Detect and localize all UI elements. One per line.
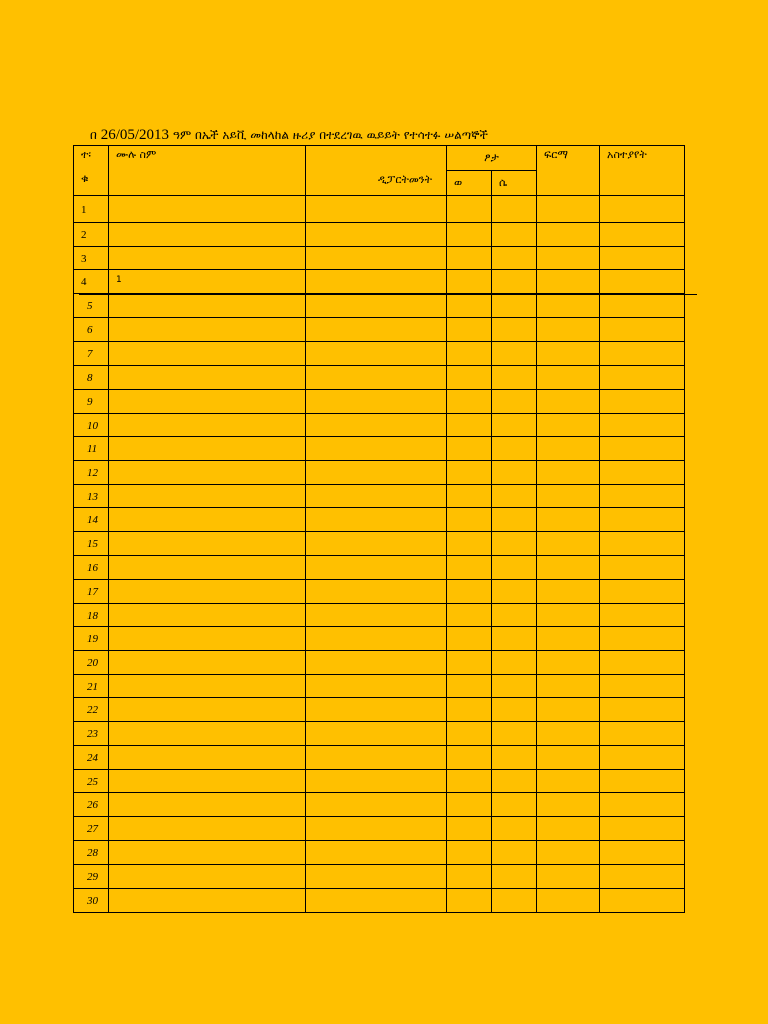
full-name-cell[interactable] [109,698,306,722]
full-name-cell[interactable] [109,223,306,247]
female-cell[interactable] [492,770,537,793]
male-cell[interactable] [447,390,492,414]
remark-cell[interactable] [600,318,685,342]
department-cell[interactable] [306,318,447,342]
signature-cell[interactable] [537,604,600,627]
male-cell[interactable] [447,841,492,865]
row-number: 14 [87,514,98,526]
department-cell[interactable] [306,627,447,651]
table-row [74,223,685,247]
row-number: 7 [87,348,93,360]
male-cell[interactable] [447,651,492,675]
full-name-cell[interactable] [109,556,306,580]
male-cell[interactable] [447,627,492,651]
female-cell[interactable] [492,366,537,390]
full-name-cell[interactable] [109,627,306,651]
table-row [74,508,685,532]
department-cell[interactable] [306,270,447,294]
remark-cell[interactable] [600,865,685,889]
full-name-cell[interactable] [109,437,306,461]
row-number: 30 [87,895,98,907]
remark-cell[interactable] [600,270,685,294]
department-cell[interactable] [306,746,447,770]
remark-cell[interactable] [600,247,685,270]
female-cell[interactable] [492,627,537,651]
signature-cell[interactable] [537,770,600,793]
male-cell[interactable] [447,532,492,556]
male-cell[interactable] [447,698,492,722]
signature-cell[interactable] [537,366,600,390]
remark-cell[interactable] [600,508,685,532]
signature-cell[interactable] [537,318,600,342]
department-cell[interactable] [306,817,447,841]
row-number-cell [74,746,109,770]
signature-cell[interactable] [537,627,600,651]
table-row [74,889,685,913]
department-cell[interactable] [306,841,447,865]
table-row [74,342,685,366]
remark-cell[interactable] [600,722,685,746]
signature-cell[interactable] [537,793,600,817]
row-number-cell [74,223,109,247]
signature-cell[interactable] [537,196,600,223]
remark-cell[interactable] [600,580,685,604]
table-row [74,627,685,651]
row-number: 5 [87,300,93,312]
signature-cell[interactable] [537,485,600,508]
female-cell[interactable] [492,532,537,556]
table-row [74,318,685,342]
signature-cell[interactable] [537,841,600,865]
row-number: 27 [87,823,98,835]
remark-cell[interactable] [600,390,685,414]
row-number: 4 [81,276,87,288]
department-cell[interactable] [306,196,447,223]
table-row [74,485,685,508]
row-number-cell [74,437,109,461]
title-prefix: በ [90,128,97,142]
signature-cell[interactable] [537,722,600,746]
header-female: ሴ [492,171,537,196]
department-cell[interactable] [306,651,447,675]
remark-cell[interactable] [600,223,685,247]
row-number: 26 [87,799,98,811]
header-number-line1: ተ፡ [81,148,92,161]
full-name-cell[interactable] [109,841,306,865]
signature-cell[interactable] [537,698,600,722]
table-row [74,865,685,889]
male-cell[interactable] [447,223,492,247]
female-cell[interactable] [492,675,537,698]
row-number: 6 [87,324,93,336]
male-cell[interactable] [447,722,492,746]
signature-cell[interactable] [537,437,600,461]
signature-cell[interactable] [537,651,600,675]
row-number-cell [74,627,109,651]
table-row [74,461,685,485]
row-number: 25 [87,775,98,788]
department-cell[interactable] [306,508,447,532]
table-row [74,793,685,817]
male-cell[interactable] [447,461,492,485]
remark-cell[interactable] [600,414,685,437]
full-name-cell[interactable] [109,817,306,841]
full-name-cell[interactable] [109,746,306,770]
header-department-label: ዲፓርትመንት [377,173,432,186]
table-row [74,196,685,223]
male-cell[interactable] [447,414,492,437]
full-name-cell[interactable] [109,793,306,817]
female-cell[interactable] [492,722,537,746]
row-number: 20 [87,657,98,669]
department-cell[interactable] [306,865,447,889]
remark-cell[interactable] [600,841,685,865]
signature-cell[interactable] [537,556,600,580]
female-cell[interactable] [492,556,537,580]
male-cell[interactable] [447,294,492,318]
row-number-cell [74,532,109,556]
department-cell[interactable] [306,770,447,793]
male-cell[interactable] [447,580,492,604]
row-number-cell [74,342,109,366]
header-row-top [74,146,685,171]
remark-cell[interactable] [600,196,685,223]
table-row [74,770,685,793]
remark-cell[interactable] [600,366,685,390]
row-number: 3 [81,252,87,265]
signature-cell[interactable] [537,390,600,414]
remark-cell[interactable] [600,651,685,675]
remark-cell[interactable] [600,746,685,770]
table-row [74,746,685,770]
female-cell[interactable] [492,223,537,247]
header-remark: አስተያየት [600,146,685,196]
remark-cell[interactable] [600,437,685,461]
full-name-cell[interactable] [109,770,306,793]
female-cell[interactable] [492,461,537,485]
signature-cell[interactable] [537,865,600,889]
remark-cell[interactable] [600,461,685,485]
row-number: 8 [87,372,93,384]
full-name-cell[interactable] [109,675,306,698]
department-cell[interactable] [306,532,447,556]
table-row [74,651,685,675]
female-cell[interactable] [492,196,537,223]
row-number-cell [74,196,109,223]
full-name-cell[interactable] [109,294,306,318]
header-number [74,146,109,196]
remark-cell[interactable] [600,627,685,651]
row-number-cell [74,366,109,390]
male-cell[interactable] [447,865,492,889]
female-cell[interactable] [492,318,537,342]
table-row [74,390,685,414]
male-cell[interactable] [447,342,492,366]
remark-cell[interactable] [600,817,685,841]
full-name-cell[interactable] [109,270,306,294]
male-cell[interactable] [447,675,492,698]
remark-cell[interactable] [600,889,685,913]
row-number-cell [74,247,109,270]
full-name-cell[interactable] [109,196,306,223]
remark-cell[interactable] [600,698,685,722]
row-number-cell [74,817,109,841]
table-row [74,437,685,461]
department-cell[interactable] [306,437,447,461]
full-name-cell[interactable] [109,318,306,342]
signature-cell[interactable] [537,746,600,770]
signature-cell[interactable] [537,342,600,366]
row-number-cell [74,604,109,627]
male-cell[interactable] [447,508,492,532]
full-name-cell[interactable] [109,366,306,390]
full-name-cell[interactable] [109,865,306,889]
row-number-cell [74,889,109,913]
table-row [74,841,685,865]
department-cell[interactable] [306,604,447,627]
table-row [74,722,685,746]
title-text: ዓም በኤች አይቪ መከላከል ዙሪያ በተደረገዉ ዉይይት የተሳተፉ ሠልጣኞች [172,128,489,142]
department-cell[interactable] [306,485,447,508]
full-name-cell[interactable] [109,722,306,746]
row-number: 23 [87,728,98,740]
department-cell[interactable] [306,722,447,746]
male-cell[interactable] [447,817,492,841]
full-name-cell[interactable] [109,532,306,556]
divider-line [79,294,697,295]
male-cell[interactable] [447,270,492,294]
female-cell[interactable] [492,817,537,841]
male-cell[interactable] [447,437,492,461]
row-number: 21 [87,680,98,693]
row-number: 22 [87,704,98,716]
signature-cell[interactable] [537,270,600,294]
department-cell[interactable] [306,889,447,913]
female-cell[interactable] [492,889,537,913]
department-cell[interactable] [306,793,447,817]
female-cell[interactable] [492,580,537,604]
male-cell[interactable] [447,247,492,270]
row-number-cell [74,651,109,675]
table-row [74,698,685,722]
signature-cell[interactable] [537,461,600,485]
department-cell[interactable] [306,698,447,722]
table-row [74,366,685,390]
row-number-cell [74,865,109,889]
header-department [306,146,447,196]
female-cell[interactable] [492,342,537,366]
row-number: 19 [87,633,98,645]
row-number: 16 [87,562,98,574]
attendance-table [73,145,685,913]
female-cell[interactable] [492,270,537,294]
header-signature: ፍርማ [537,146,600,196]
signature-cell[interactable] [537,532,600,556]
row-number-cell [74,722,109,746]
full-name-cell[interactable] [109,889,306,913]
signature-cell[interactable] [537,817,600,841]
row-number-cell [74,270,109,294]
female-cell[interactable] [492,793,537,817]
header-full-name: ሙሉ ስም [109,146,306,196]
full-name-cell[interactable] [109,485,306,508]
female-cell[interactable] [492,651,537,675]
signature-cell[interactable] [537,223,600,247]
table-row [74,532,685,556]
row-number-cell [74,841,109,865]
male-cell[interactable] [447,770,492,793]
department-cell[interactable] [306,342,447,366]
row-number-cell [74,461,109,485]
female-cell[interactable] [492,414,537,437]
female-cell[interactable] [492,698,537,722]
row-number: 10 [87,419,98,432]
signature-cell[interactable] [537,247,600,270]
row-number-cell [74,556,109,580]
full-name-cell[interactable] [109,247,306,270]
table-row [74,414,685,437]
row-number: 2 [81,229,87,241]
row-number: 15 [87,538,98,550]
male-cell[interactable] [447,746,492,770]
row-number-cell [74,580,109,604]
male-cell[interactable] [447,556,492,580]
row-number: 1 [81,203,87,216]
department-cell[interactable] [306,556,447,580]
signature-cell[interactable] [537,580,600,604]
table-row [74,580,685,604]
female-cell[interactable] [492,508,537,532]
female-cell[interactable] [492,390,537,414]
male-cell[interactable] [447,318,492,342]
row-number-cell [74,294,109,318]
row-number-cell [74,414,109,437]
row-number: 24 [87,752,98,764]
remark-cell[interactable] [600,556,685,580]
female-cell[interactable] [492,294,537,318]
full-name-cell[interactable] [109,461,306,485]
row-number: 11 [87,443,98,455]
female-cell[interactable] [492,485,537,508]
row-number: 12 [87,467,98,479]
row-number-cell [74,770,109,793]
row-number: 28 [87,847,98,859]
signature-cell[interactable] [537,508,600,532]
header-sex: ፆታ [447,146,537,171]
male-cell[interactable] [447,889,492,913]
row-number: 17 [87,586,98,598]
signature-cell[interactable] [537,675,600,698]
full-name-value: 1 [116,275,122,285]
full-name-cell[interactable] [109,414,306,437]
female-cell[interactable] [492,437,537,461]
row-number-cell [74,508,109,532]
signature-cell[interactable] [537,889,600,913]
department-cell[interactable] [306,414,447,437]
header-male: ወ [447,171,492,196]
row-number-cell [74,485,109,508]
table-row [74,675,685,698]
male-cell[interactable] [447,485,492,508]
remark-cell[interactable] [600,770,685,793]
department-cell[interactable] [306,223,447,247]
department-cell[interactable] [306,461,447,485]
department-cell[interactable] [306,294,447,318]
full-name-cell[interactable] [109,651,306,675]
table-row [74,294,685,318]
table-row [74,604,685,627]
remark-cell[interactable] [600,675,685,698]
male-cell[interactable] [447,196,492,223]
signature-cell[interactable] [537,414,600,437]
title-date: 26/05/2013 [100,127,170,143]
row-number-cell [74,698,109,722]
table-row [74,270,685,294]
female-cell[interactable] [492,604,537,627]
header-number-line2: ቁ [81,172,89,185]
remark-cell[interactable] [600,793,685,817]
male-cell[interactable] [447,604,492,627]
department-cell[interactable] [306,675,447,698]
full-name-cell[interactable] [109,390,306,414]
full-name-cell[interactable] [109,508,306,532]
department-cell[interactable] [306,390,447,414]
signature-cell[interactable] [537,294,600,318]
row-number: 18 [87,609,98,622]
table-row [74,817,685,841]
female-cell[interactable] [492,841,537,865]
table-row [74,556,685,580]
male-cell[interactable] [447,793,492,817]
row-number-cell [74,793,109,817]
page-title [90,126,488,144]
female-cell[interactable] [492,746,537,770]
row-number: 9 [87,396,93,408]
remark-cell[interactable] [600,342,685,366]
full-name-cell[interactable] [109,342,306,366]
row-number: 13 [87,490,98,503]
row-number: 29 [87,871,98,883]
department-cell[interactable] [306,366,447,390]
female-cell[interactable] [492,247,537,270]
female-cell[interactable] [492,865,537,889]
department-cell[interactable] [306,580,447,604]
remark-cell[interactable] [600,604,685,627]
row-number-cell [74,675,109,698]
male-cell[interactable] [447,366,492,390]
full-name-cell[interactable] [109,580,306,604]
remark-cell[interactable] [600,294,685,318]
full-name-cell[interactable] [109,604,306,627]
table-row [74,247,685,270]
row-number-cell [74,318,109,342]
row-number-cell [74,390,109,414]
remark-cell[interactable] [600,485,685,508]
department-cell[interactable] [306,247,447,270]
remark-cell[interactable] [600,532,685,556]
